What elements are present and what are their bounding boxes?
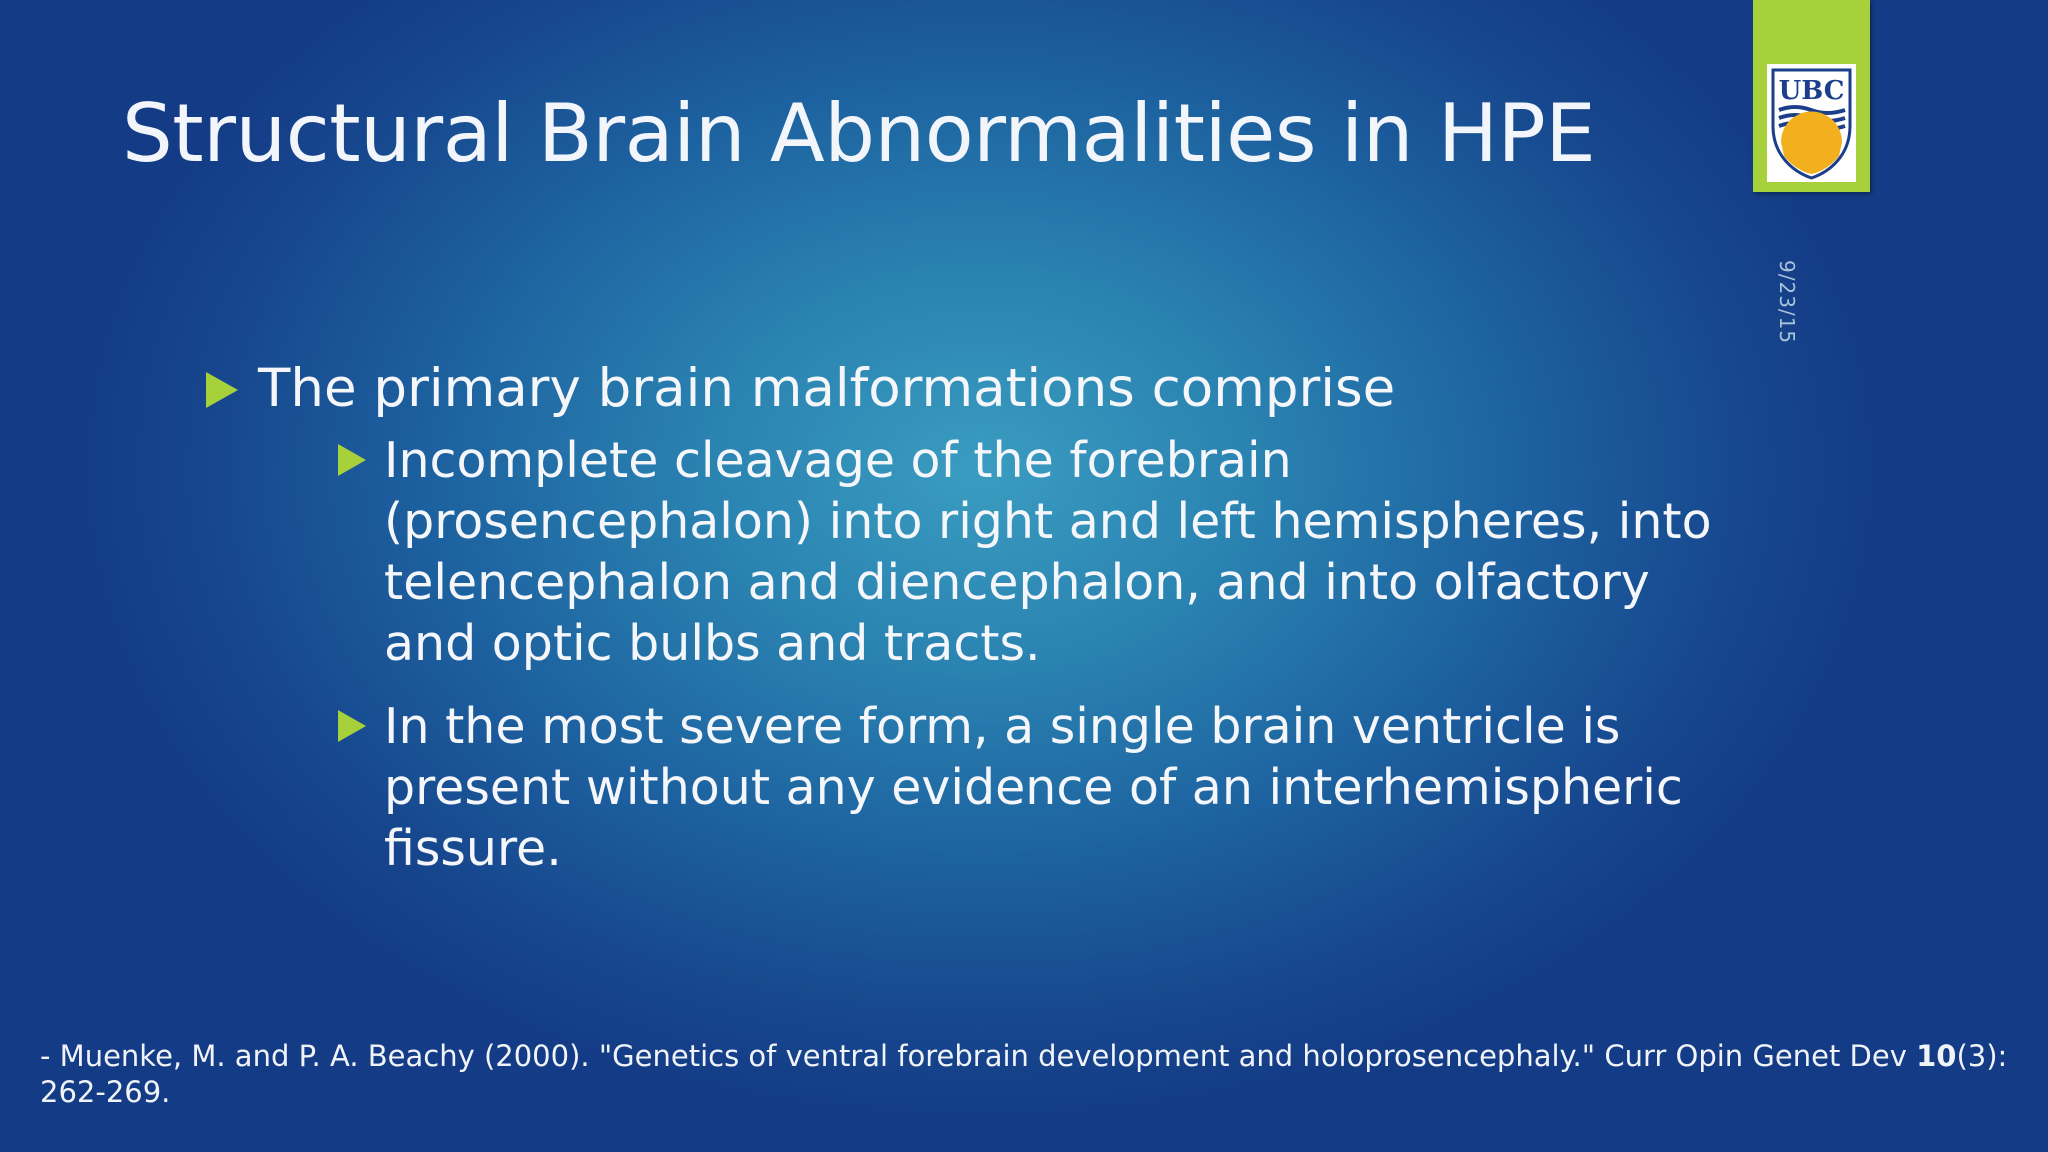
sub-bullet-2 bbox=[326, 696, 1724, 879]
bullet-list bbox=[200, 352, 1712, 901]
ubc-logo-icon bbox=[1767, 64, 1856, 182]
citation bbox=[40, 1038, 2020, 1110]
bullet-main bbox=[200, 352, 1712, 879]
bullet-arrow-icon bbox=[338, 444, 366, 476]
sub-bullet-1 bbox=[326, 430, 1724, 674]
bullet-arrow-icon bbox=[338, 710, 366, 742]
slide-date: 9/23/15 bbox=[1775, 260, 1799, 345]
sub-bullet-list bbox=[258, 430, 1712, 879]
slide-title: Structural Brain Abnormalities in HPE bbox=[122, 87, 1596, 180]
bullet-main-text: The primary brain malformations comprise bbox=[258, 358, 1396, 419]
bullet-arrow-icon bbox=[206, 372, 238, 408]
citation-volume: 10 bbox=[1916, 1039, 1957, 1073]
logo-tab bbox=[1753, 0, 1870, 192]
logo-text: UBC bbox=[1778, 76, 1845, 106]
citation-pages: (3): 262-269. bbox=[40, 1039, 2008, 1109]
citation-text: - Muenke, M. and P. A. Beachy (2000). "Genetics of ventral forebrain development and holoprosencephaly." Curr Opin Genet Dev bbox=[40, 1039, 1917, 1073]
sub-bullet-2-text: In the most severe form, a single brain ventricle is present without any evidence of an interhemispheric fissure. bbox=[384, 698, 1683, 877]
sub-bullet-1-text: Incomplete cleavage of the forebrain (prosencephalon) into right and left hemispheres, into telencephalon and diencephalon, and into olfactory and optic bulbs and tracts. bbox=[384, 432, 1712, 672]
